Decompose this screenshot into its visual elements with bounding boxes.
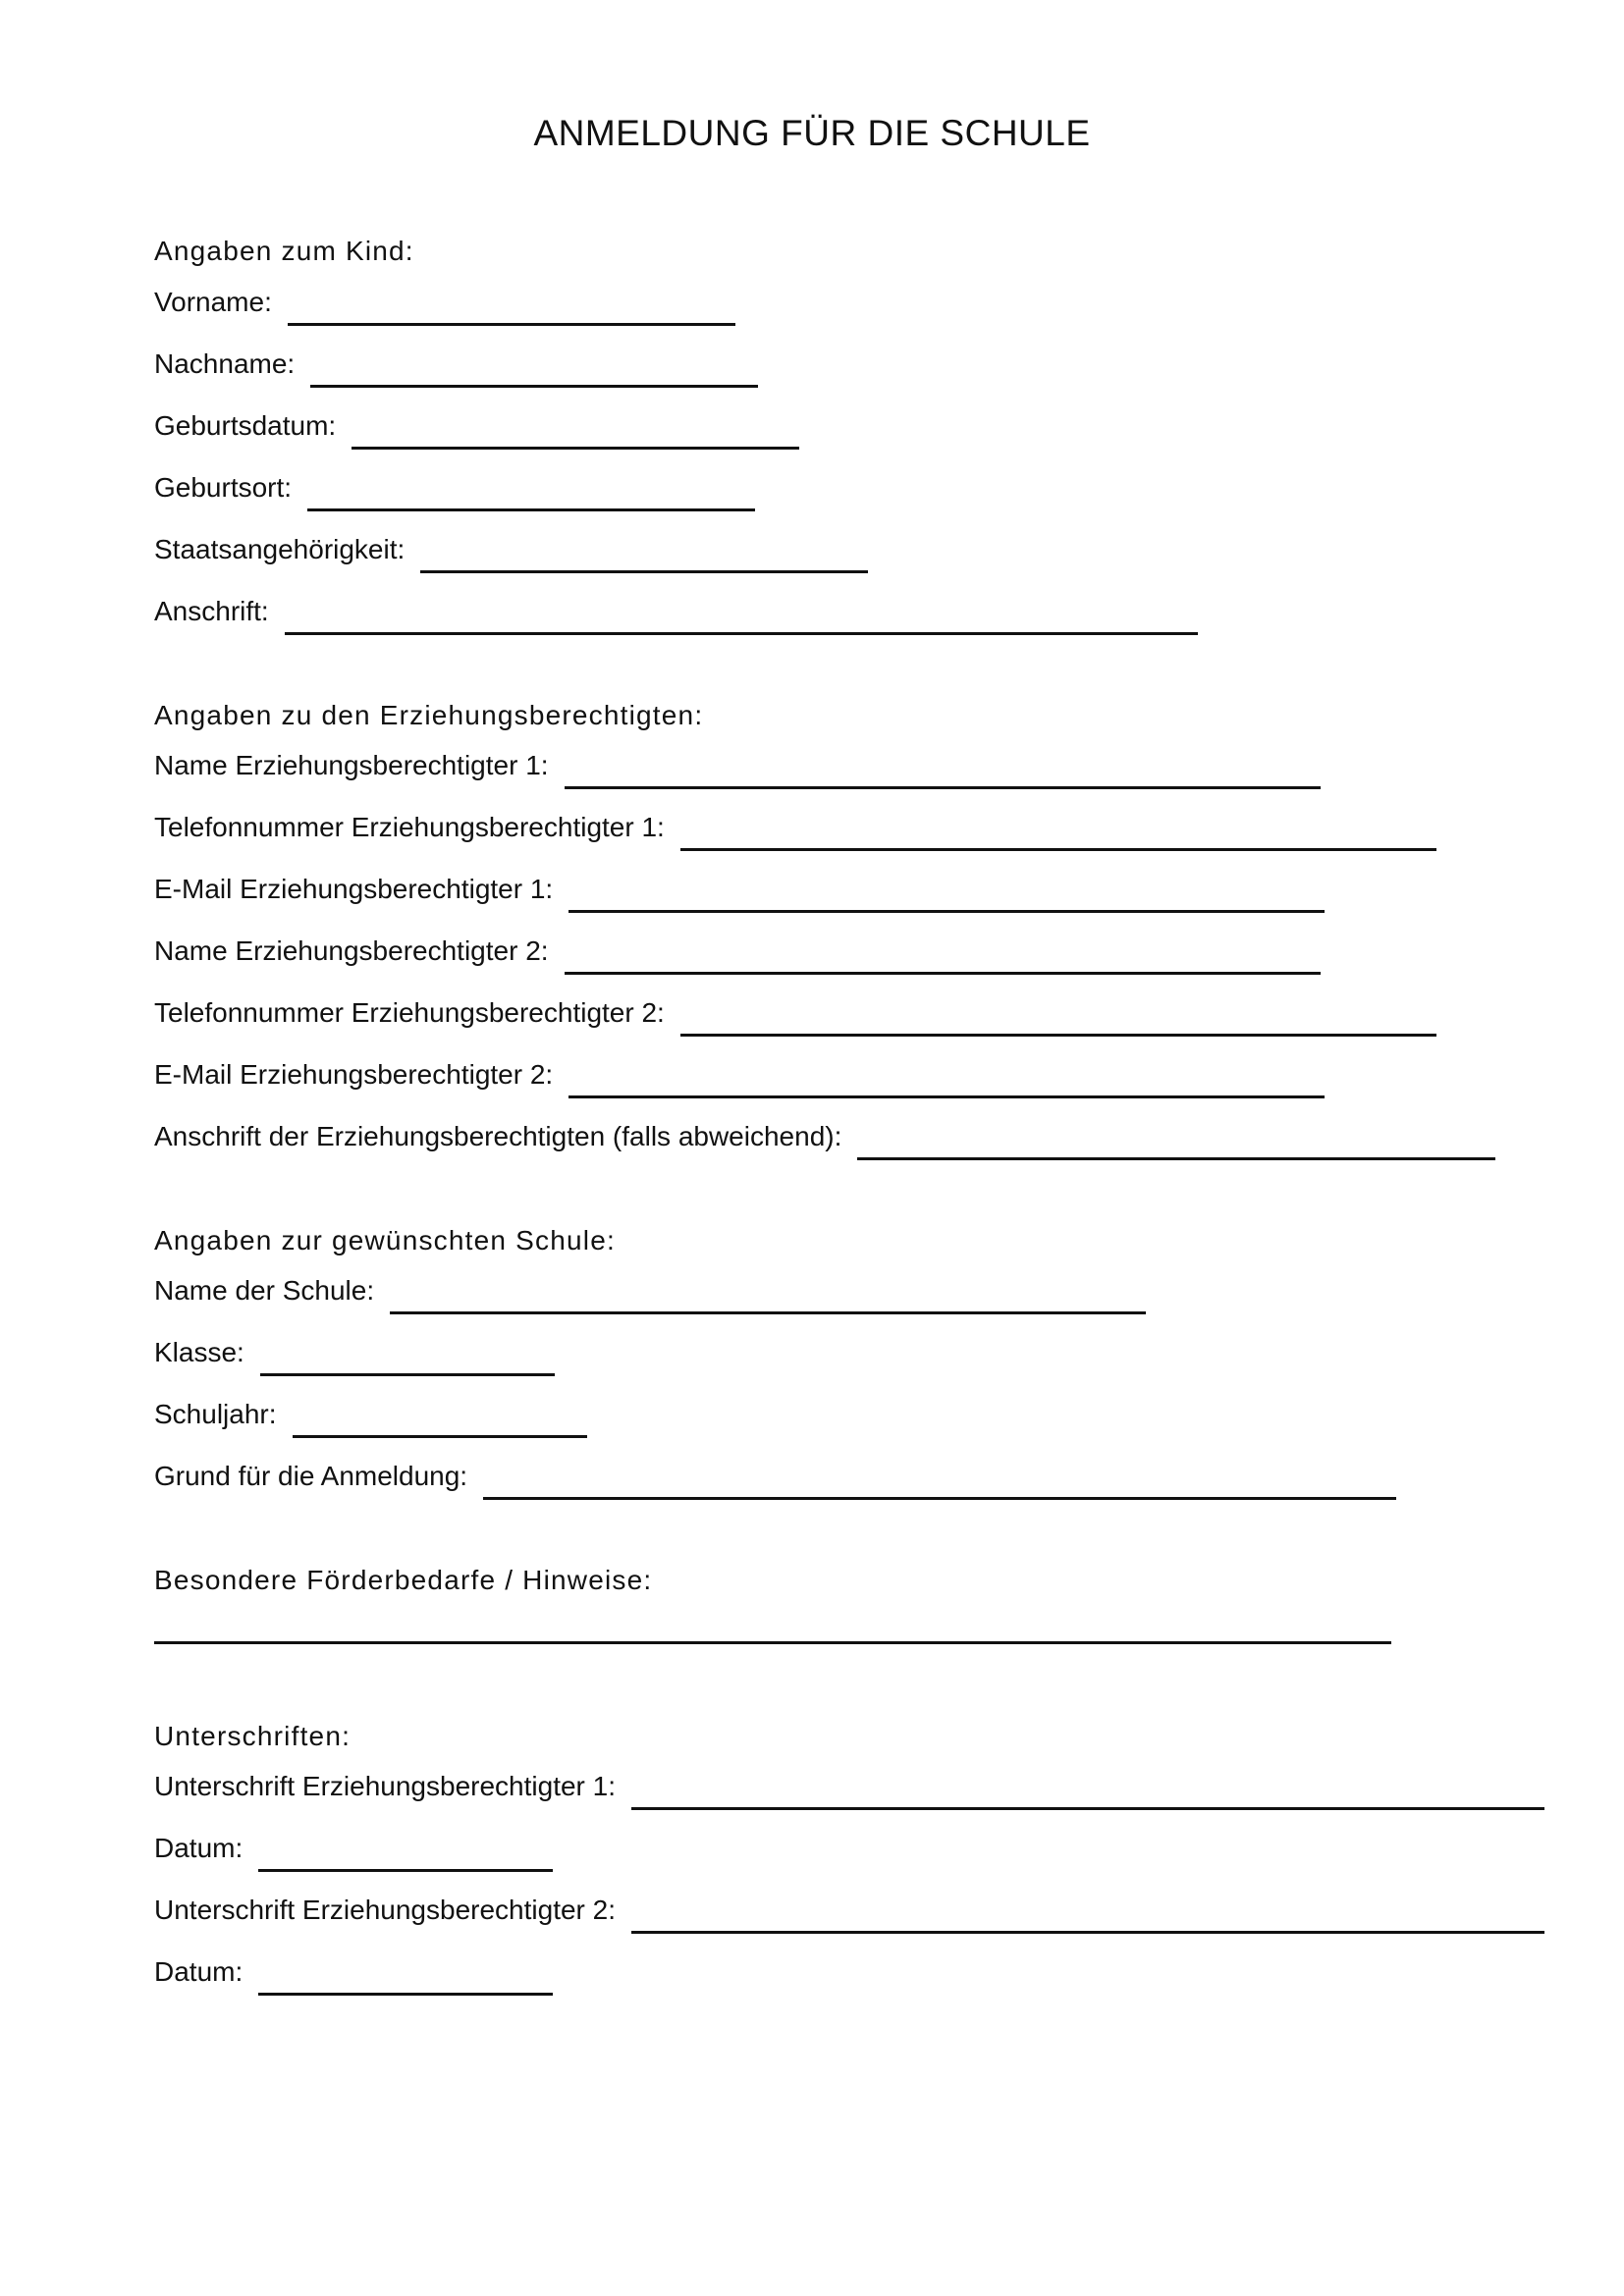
- field-label: Nachname:: [154, 348, 296, 379]
- field-email-eb1: [154, 862, 1325, 905]
- vorname-input-line[interactable]: [288, 323, 735, 326]
- section-heading-foerderbedarf: Besondere Förderbedarfe / Hinweise:: [154, 1565, 653, 1595]
- field-anschrift-kind: [154, 584, 1198, 627]
- field-label: Staatsangehörigkeit:: [154, 534, 406, 564]
- field-label: Klasse:: [154, 1337, 244, 1367]
- unterschrift-eb1-input-line[interactable]: [631, 1807, 1544, 1810]
- geburtsdatum-input-line[interactable]: [352, 447, 799, 450]
- email-eb2-input-line[interactable]: [568, 1095, 1325, 1098]
- field-label: Unterschrift Erziehungsberechtigter 1:: [154, 1771, 616, 1801]
- field-label: Telefonnummer Erziehungsberechtigter 1:: [154, 812, 665, 842]
- datum1-input-line[interactable]: [258, 1869, 553, 1872]
- name-eb1-input-line[interactable]: [565, 786, 1321, 789]
- field-label: Name der Schule:: [154, 1275, 375, 1306]
- field-name-schule: [154, 1263, 1146, 1307]
- section-heading-schule: Angaben zur gewünschten Schule:: [154, 1225, 616, 1255]
- field-label: E-Mail Erziehungsberechtigter 1:: [154, 874, 554, 904]
- field-geburtsort: [154, 460, 755, 504]
- name-schule-input-line[interactable]: [390, 1311, 1146, 1314]
- anschrift-kind-input-line[interactable]: [285, 632, 1198, 635]
- field-label: Vorname:: [154, 287, 272, 317]
- section-heading-unterschriften: Unterschriften:: [154, 1721, 352, 1751]
- field-vorname: [154, 275, 735, 318]
- field-schuljahr: [154, 1387, 587, 1430]
- telefon-eb1-input-line[interactable]: [680, 848, 1436, 851]
- page-title: ANMELDUNG FÜR DIE SCHULE: [533, 113, 1091, 153]
- field-label: Geburtsdatum:: [154, 410, 337, 441]
- field-nachname: [154, 337, 758, 380]
- staatsangehoerigkeit-input-line[interactable]: [420, 570, 868, 573]
- field-label: Datum:: [154, 1956, 244, 1987]
- field-anschrift-eb: [154, 1109, 1495, 1152]
- field-klasse: [154, 1325, 555, 1368]
- field-label: Schuljahr:: [154, 1399, 277, 1429]
- field-telefon-eb1: [154, 800, 1436, 843]
- unterschrift-eb2-input-line[interactable]: [631, 1931, 1544, 1934]
- field-label: Name Erziehungsberechtigter 1:: [154, 750, 549, 780]
- section-heading-kind: Angaben zum Kind:: [154, 236, 414, 266]
- field-label: Anschrift:: [154, 596, 269, 626]
- field-label: Grund für die Anmeldung:: [154, 1461, 468, 1491]
- field-geburtsdatum: [154, 399, 799, 442]
- field-unterschrift-eb1: [154, 1759, 1544, 1802]
- field-label: E-Mail Erziehungsberechtigter 2:: [154, 1059, 554, 1090]
- datum2-input-line[interactable]: [258, 1993, 553, 1996]
- name-eb2-input-line[interactable]: [565, 972, 1321, 975]
- field-label: Unterschrift Erziehungsberechtigter 2:: [154, 1895, 616, 1925]
- foerderbedarf-input-line[interactable]: [154, 1641, 1391, 1644]
- field-email-eb2: [154, 1047, 1325, 1091]
- geburtsort-input-line[interactable]: [307, 508, 755, 511]
- klasse-input-line[interactable]: [260, 1373, 555, 1376]
- field-datum2: [154, 1945, 553, 1988]
- schuljahr-input-line[interactable]: [293, 1435, 587, 1438]
- field-label: Name Erziehungsberechtigter 2:: [154, 935, 549, 966]
- field-label: Telefonnummer Erziehungsberechtigter 2:: [154, 997, 665, 1028]
- field-name-eb2: [154, 924, 1321, 967]
- field-grund: [154, 1449, 1396, 1492]
- email-eb1-input-line[interactable]: [568, 910, 1325, 913]
- field-unterschrift-eb2: [154, 1883, 1544, 1926]
- field-name-eb1: [154, 738, 1321, 781]
- field-label: Datum:: [154, 1833, 244, 1863]
- telefon-eb2-input-line[interactable]: [680, 1034, 1436, 1037]
- field-label: Geburtsort:: [154, 472, 293, 503]
- field-staatsangehoerigkeit: [154, 522, 868, 565]
- nachname-input-line[interactable]: [310, 385, 758, 388]
- field-telefon-eb2: [154, 986, 1436, 1029]
- anschrift-eb-input-line[interactable]: [857, 1157, 1495, 1160]
- field-datum1: [154, 1821, 553, 1864]
- field-label: Anschrift der Erziehungsberechtigten (falls abweichend):: [154, 1121, 842, 1151]
- grund-input-line[interactable]: [483, 1497, 1396, 1500]
- section-heading-erziehungsberechtigte: Angaben zu den Erziehungsberechtigten:: [154, 700, 704, 730]
